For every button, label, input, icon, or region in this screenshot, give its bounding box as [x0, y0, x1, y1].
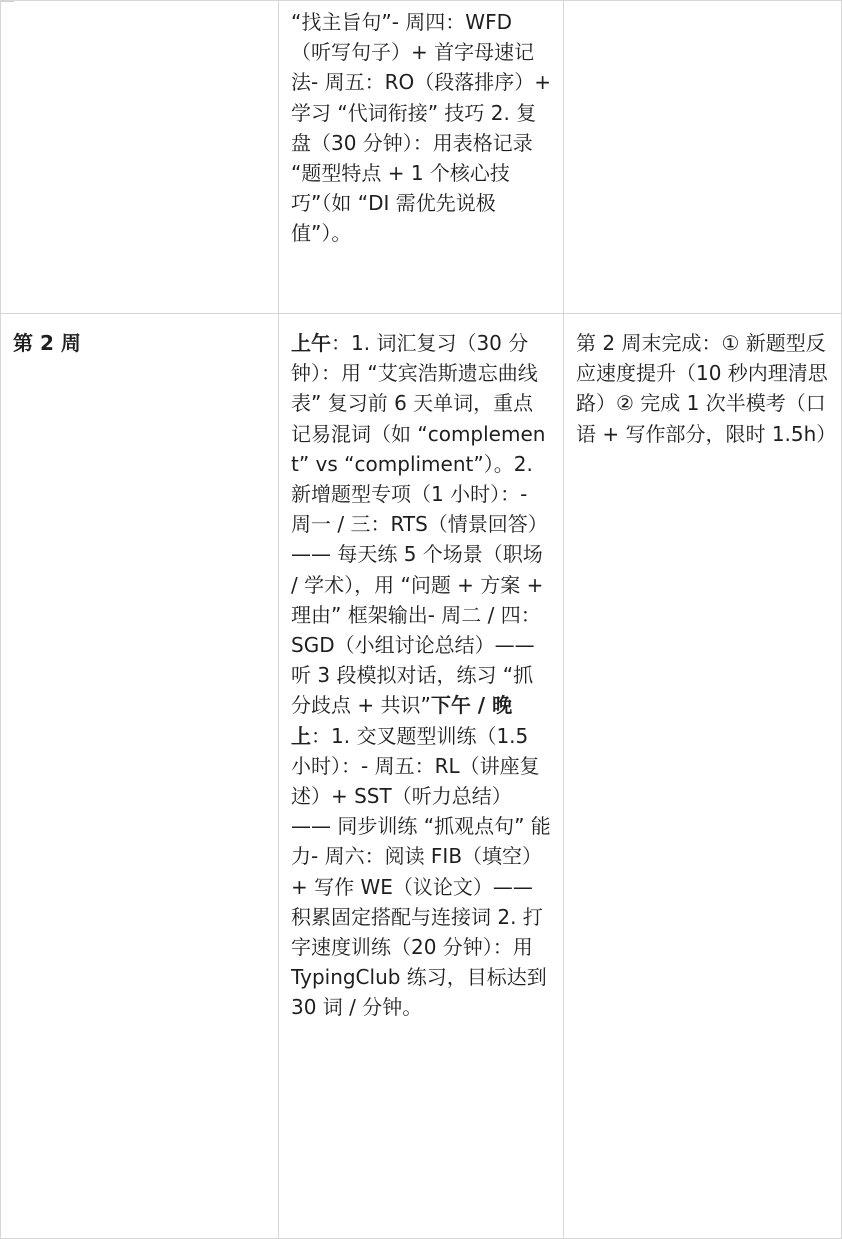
- table-row-continued: [1, 1, 842, 314]
- morning-text: ：1. 词汇复习（30 分钟）：用 “艾宾浩斯遗忘曲线表” 复习前 6 天单词，重点记易混词（如 “complement” vs “compliment”）。2. 新增题型专项（1 小时）：- 周一 / 三：RTS（情景回答）—— 每天练 5 个场景（职场 / 学术），用 “问题 + 方案 + 理由” 框架输出- 周二 / 四：SGD（小组讨论总结）—— 听 3 段模拟对话，练习 “抓分歧点 + 共识”: [291, 331, 548, 718]
- goal-text: 第 2 周末完成：① 新题型反应速度提升（10 秒内理清思路）② 完成 1 次半模考（口语 + 写作部分，限时 1.5h）: [576, 331, 837, 446]
- schedule-cell: [279, 314, 564, 1239]
- week-cell-empty: [1, 1, 279, 314]
- goal-cell: [564, 314, 842, 1239]
- goal-cell-empty: [564, 1, 842, 314]
- week-cell: [1, 314, 279, 1239]
- afternoon-label: 下午 / 晚上: [291, 693, 513, 748]
- schedule-cell-continued: “找主旨句”- 周四：WFD（听写句子）+ 首字母速记法- 周五：RO（段落排序）+ 学习 “代词衔接” 技巧 2. 复盘（30 分钟）：用表格记录 “题型特点 + 1 个核心技巧”（如 “DI 需优先说极值”）。: [279, 1, 564, 314]
- week-label: 第 2 周: [13, 331, 81, 355]
- morning-label: 上午: [291, 331, 331, 355]
- table-row-week-2: [1, 314, 842, 1239]
- afternoon-text: ：1. 交叉题型训练（1.5 小时）：- 周五：RL（讲座复述）+ SST（听力总结）—— 同步训练 “抓观点句” 能力- 周六：阅读 FIB（填空）+ 写作 WE（议论文）—— 积累固定搭配与连接词 2. 打字速度训练（20 分钟）：用 TypingClub 练习，目标达到 30 词 / 分钟。: [291, 723, 551, 1020]
